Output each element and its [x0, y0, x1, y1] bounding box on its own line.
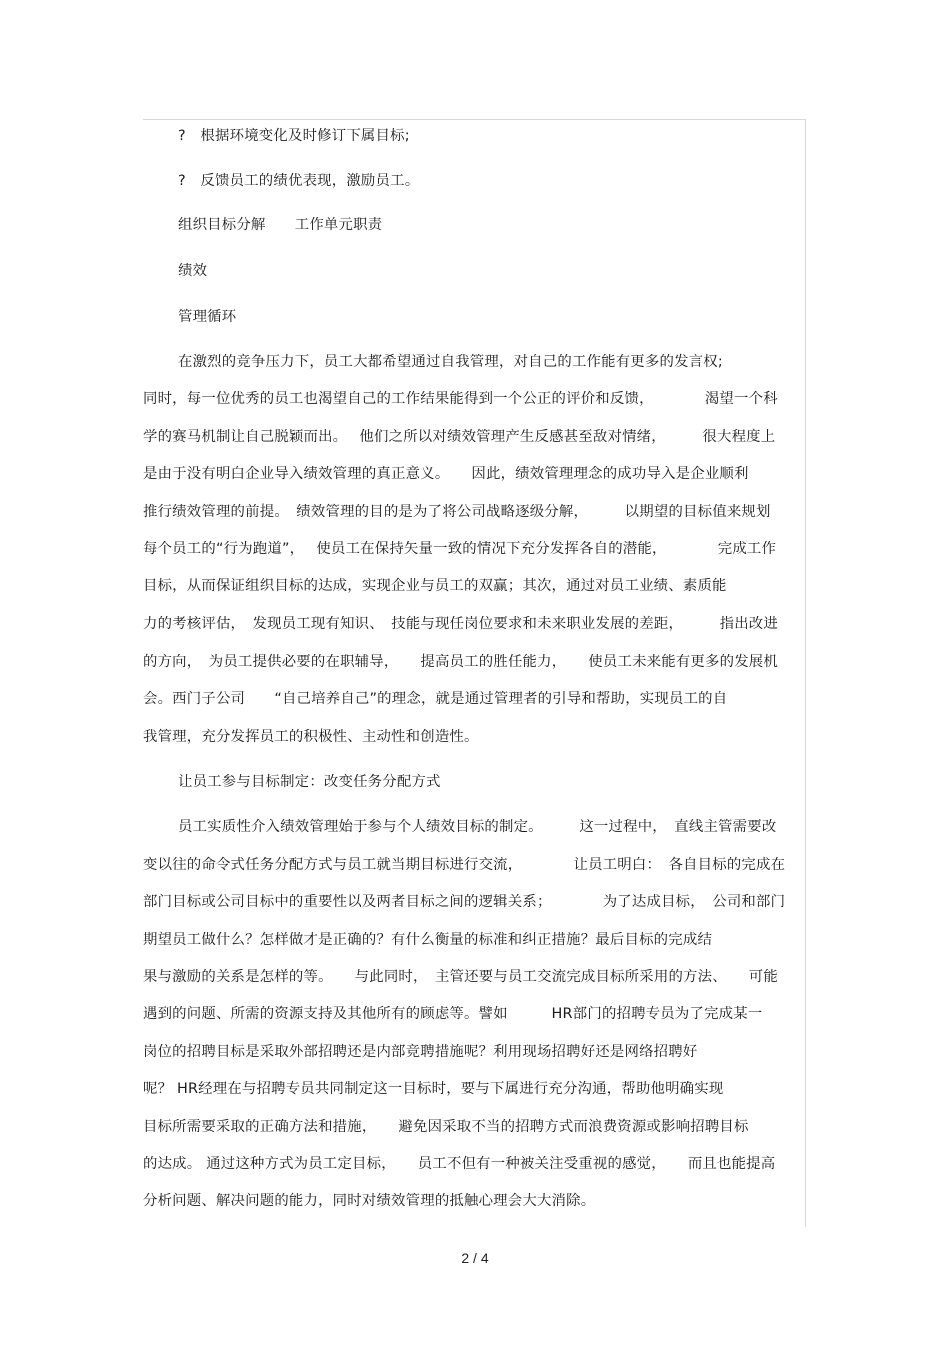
paragraph-line: 在激烈的竞争压力下，员工大都希望通过自我管理，对自己的工作能有更多的发言权;: [178, 354, 723, 370]
paragraph-line: 力的考核评估， 发现员工现有知识、 技能与现任岗位要求和未来职业发展的差距， 指出改进: [143, 616, 778, 632]
paragraph-line: 推行绩效管理的前提。 绩效管理的目的是为了将公司战略逐级分解， 以期望的目标值来规划: [143, 504, 771, 520]
paragraph-line: 同时，每一位优秀的员工也渴望自己的工作结果能得到一个公正的评价和反馈， 渴望一个科: [143, 391, 778, 407]
paragraph-line: 我管理，充分发挥员工的积极性、主动性和创造性。: [143, 729, 479, 745]
paragraph-line: 呢？ HR经理在与招聘专员共同制定这一目标时，要与下属进行充分沟通，帮助他明确实现: [143, 1081, 724, 1097]
page-number: 2 / 4: [461, 1250, 489, 1266]
paragraph-line: 的方向， 为员工提供必要的在职辅导， 提高员工的胜任能力， 使员工未来能有更多的发展机: [143, 654, 778, 670]
paragraph-line: 遇到的问题、所需的资源支持及其他所有的顾虑等。譬如 HR部门的招聘专员为了完成某一: [143, 1006, 763, 1022]
diagram-label: 绩效: [178, 263, 208, 279]
paragraph-line: 目标所需要采取的正确方法和措施， 避免因采取不当的招聘方式而浪费资源或影响招聘目标: [143, 1119, 749, 1135]
paragraph-line: 员工实质性介入绩效管理始于参与个人绩效目标的制定。 这一过程中， 直线主管需要改: [178, 819, 777, 835]
bullet-line: ? 根据环境变化及时修订下属目标;: [178, 128, 410, 144]
paragraph-line: 分析问题、解决问题的能力，同时对绩效管理的抵触心理会大大消除。: [143, 1193, 596, 1209]
paragraph-line: 的达成。 通过这种方式为员工定目标， 员工不但有一种被关注受重视的感觉， 而且也能提高: [143, 1156, 776, 1172]
paragraph-line: 果与激励的关系是怎样的等。 与此同时， 主管还要与员工交流完成目标所采用的方法、 可能: [143, 969, 778, 985]
paragraph-line: 目标，从而保证组织目标的达成，实现企业与员工的双赢；其次，通过对员工业绩、素质能: [143, 578, 727, 594]
paragraph-line: 变以往的命令式任务分配方式与员工就当期目标进行交流， 让员工明白： 各自目标的完成在: [143, 857, 786, 873]
section-heading: 让员工参与目标制定：改变任务分配方式: [178, 774, 441, 790]
paragraph-line: 部门目标或公司目标中的重要性以及两者目标之间的逻辑关系； 为了达成目标， 公司和部门: [143, 894, 786, 910]
paragraph-line: 岗位的招聘目标是采取外部招聘还是内部竞聘措施呢？利用现场招聘好还是网络招聘好: [143, 1044, 698, 1060]
paragraph-line: 期望员工做什么？怎样做才是正确的？有什么衡量的标准和纠正措施？最后目标的完成结: [143, 932, 713, 948]
diagram-label: 管理循环: [178, 309, 237, 325]
paragraph-line: 会。西门子公司 “自己培养自己”的理念，就是通过管理者的引导和帮助，实现员工的自: [143, 691, 728, 707]
paragraph-line: 每个员工的“行为跑道”， 使员工在保持矢量一致的情况下充分发挥各自的潜能， 完成工作: [143, 541, 777, 557]
bullet-line: ? 反馈员工的绩优表现，激励员工。: [178, 173, 420, 189]
paragraph-line: 是由于没有明白企业导入绩效管理的真正意义。 因此，绩效管理理念的成功导入是企业顺利: [143, 466, 749, 482]
paragraph-line: 学的赛马机制让自己脱颖而出。 他们之所以对绩效管理产生反感甚至敌对情绪， 很大程度上: [143, 429, 776, 445]
diagram-label: 组织目标分解 工作单元职责: [178, 217, 383, 233]
